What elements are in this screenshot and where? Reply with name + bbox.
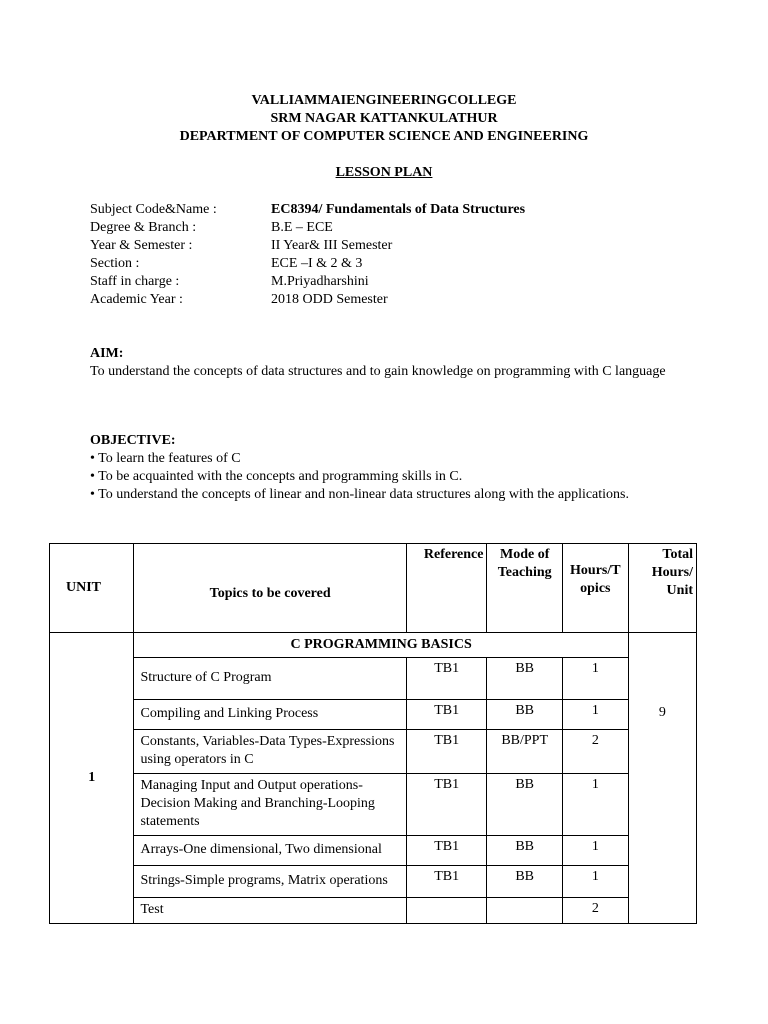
reference-cell: TB1 (406, 700, 487, 730)
reference-cell: TB1 (406, 866, 487, 898)
info-value: M.Priyadharshini (271, 274, 369, 289)
info-label: Year & Semester : (90, 238, 193, 253)
table-row (50, 898, 697, 924)
hours-cell: 2 (562, 898, 628, 924)
hours-cell: 1 (562, 836, 628, 866)
table-row (50, 836, 697, 866)
total-hours: 9 (628, 633, 696, 924)
unit-number: 1 (50, 633, 134, 924)
table-header-row (50, 544, 697, 633)
header-unit: UNIT (50, 544, 134, 633)
topic-cell: Compiling and Linking Process (134, 700, 406, 730)
reference-cell: TB1 (406, 836, 487, 866)
info-label: Academic Year : (90, 292, 183, 307)
header-total: Total Hours/ Unit (628, 544, 696, 633)
hours-cell: 1 (562, 700, 628, 730)
info-label: Subject Code&Name : (90, 202, 217, 217)
table-row (50, 774, 697, 836)
unit-section-title: C PROGRAMMING BASICS (134, 633, 628, 658)
table-row (50, 730, 697, 774)
topic-cell: Constants, Variables-Data Types-Expressions using operators in C (134, 730, 406, 774)
topic-cell: Test (134, 898, 406, 924)
mode-cell: BB (487, 774, 562, 836)
info-label: Section : (90, 256, 140, 271)
table-row (50, 658, 697, 700)
table-row (50, 866, 697, 898)
reference-cell: TB1 (406, 730, 487, 774)
mode-cell (487, 898, 562, 924)
aim-section (90, 345, 680, 381)
reference-cell (406, 898, 487, 924)
objective-section (90, 432, 690, 504)
hours-cell: 1 (562, 774, 628, 836)
table-row (50, 700, 697, 730)
info-value: EC8394/ Fundamentals of Data Structures (271, 202, 526, 217)
objective-item: • To be acquainted with the concepts and programming skills in C. (90, 469, 463, 484)
mode-cell: BB (487, 700, 562, 730)
mode-cell: BB (487, 836, 562, 866)
mode-cell: BB (487, 658, 562, 700)
aim-text: To understand the concepts of data structures and to gain knowledge on programming with C language (90, 364, 666, 379)
header-hours: Hours/T opics (562, 544, 628, 633)
info-value: 2018 ODD Semester (271, 292, 388, 307)
info-value: B.E – ECE (271, 220, 333, 235)
lesson-plan-table (49, 543, 697, 924)
topic-cell: Managing Input and Output operations-Decision Making and Branching-Looping statements (134, 774, 406, 836)
objective-item: • To understand the concepts of linear and non-linear data structures along with the applications. (90, 487, 629, 502)
header-topics: Topics to be covered (134, 544, 406, 633)
info-label: Degree & Branch : (90, 220, 197, 235)
department-name: DEPARTMENT OF COMPUTER SCIENCE AND ENGINEERING (179, 129, 589, 144)
aim-title: AIM: (90, 346, 124, 361)
college-name: VALLIAMMAIENGINEERINGCOLLEGE (251, 93, 517, 108)
info-label: Staff in charge : (90, 274, 180, 289)
table-row (50, 633, 697, 658)
document-title: LESSON PLAN (335, 165, 433, 180)
info-value: ECE –I & 2 & 3 (271, 256, 363, 271)
topic-cell: Strings-Simple programs, Matrix operations (134, 866, 406, 898)
objective-title: OBJECTIVE: (90, 433, 176, 448)
objective-item: • To learn the features of C (90, 451, 241, 466)
topic-cell: Structure of C Program (134, 658, 406, 700)
topic-cell: Arrays-One dimensional, Two dimensional (134, 836, 406, 866)
info-value: II Year& III Semester (271, 238, 393, 253)
reference-cell: TB1 (406, 774, 487, 836)
header-mode: Mode of Teaching (487, 544, 562, 633)
reference-cell: TB1 (406, 658, 487, 700)
header-reference: Reference (406, 544, 487, 633)
mode-cell: BB (487, 866, 562, 898)
hours-cell: 1 (562, 658, 628, 700)
college-location: SRM NAGAR KATTANKULATHUR (270, 111, 498, 126)
hours-cell: 2 (562, 730, 628, 774)
mode-cell: BB/PPT (487, 730, 562, 774)
hours-cell: 1 (562, 866, 628, 898)
